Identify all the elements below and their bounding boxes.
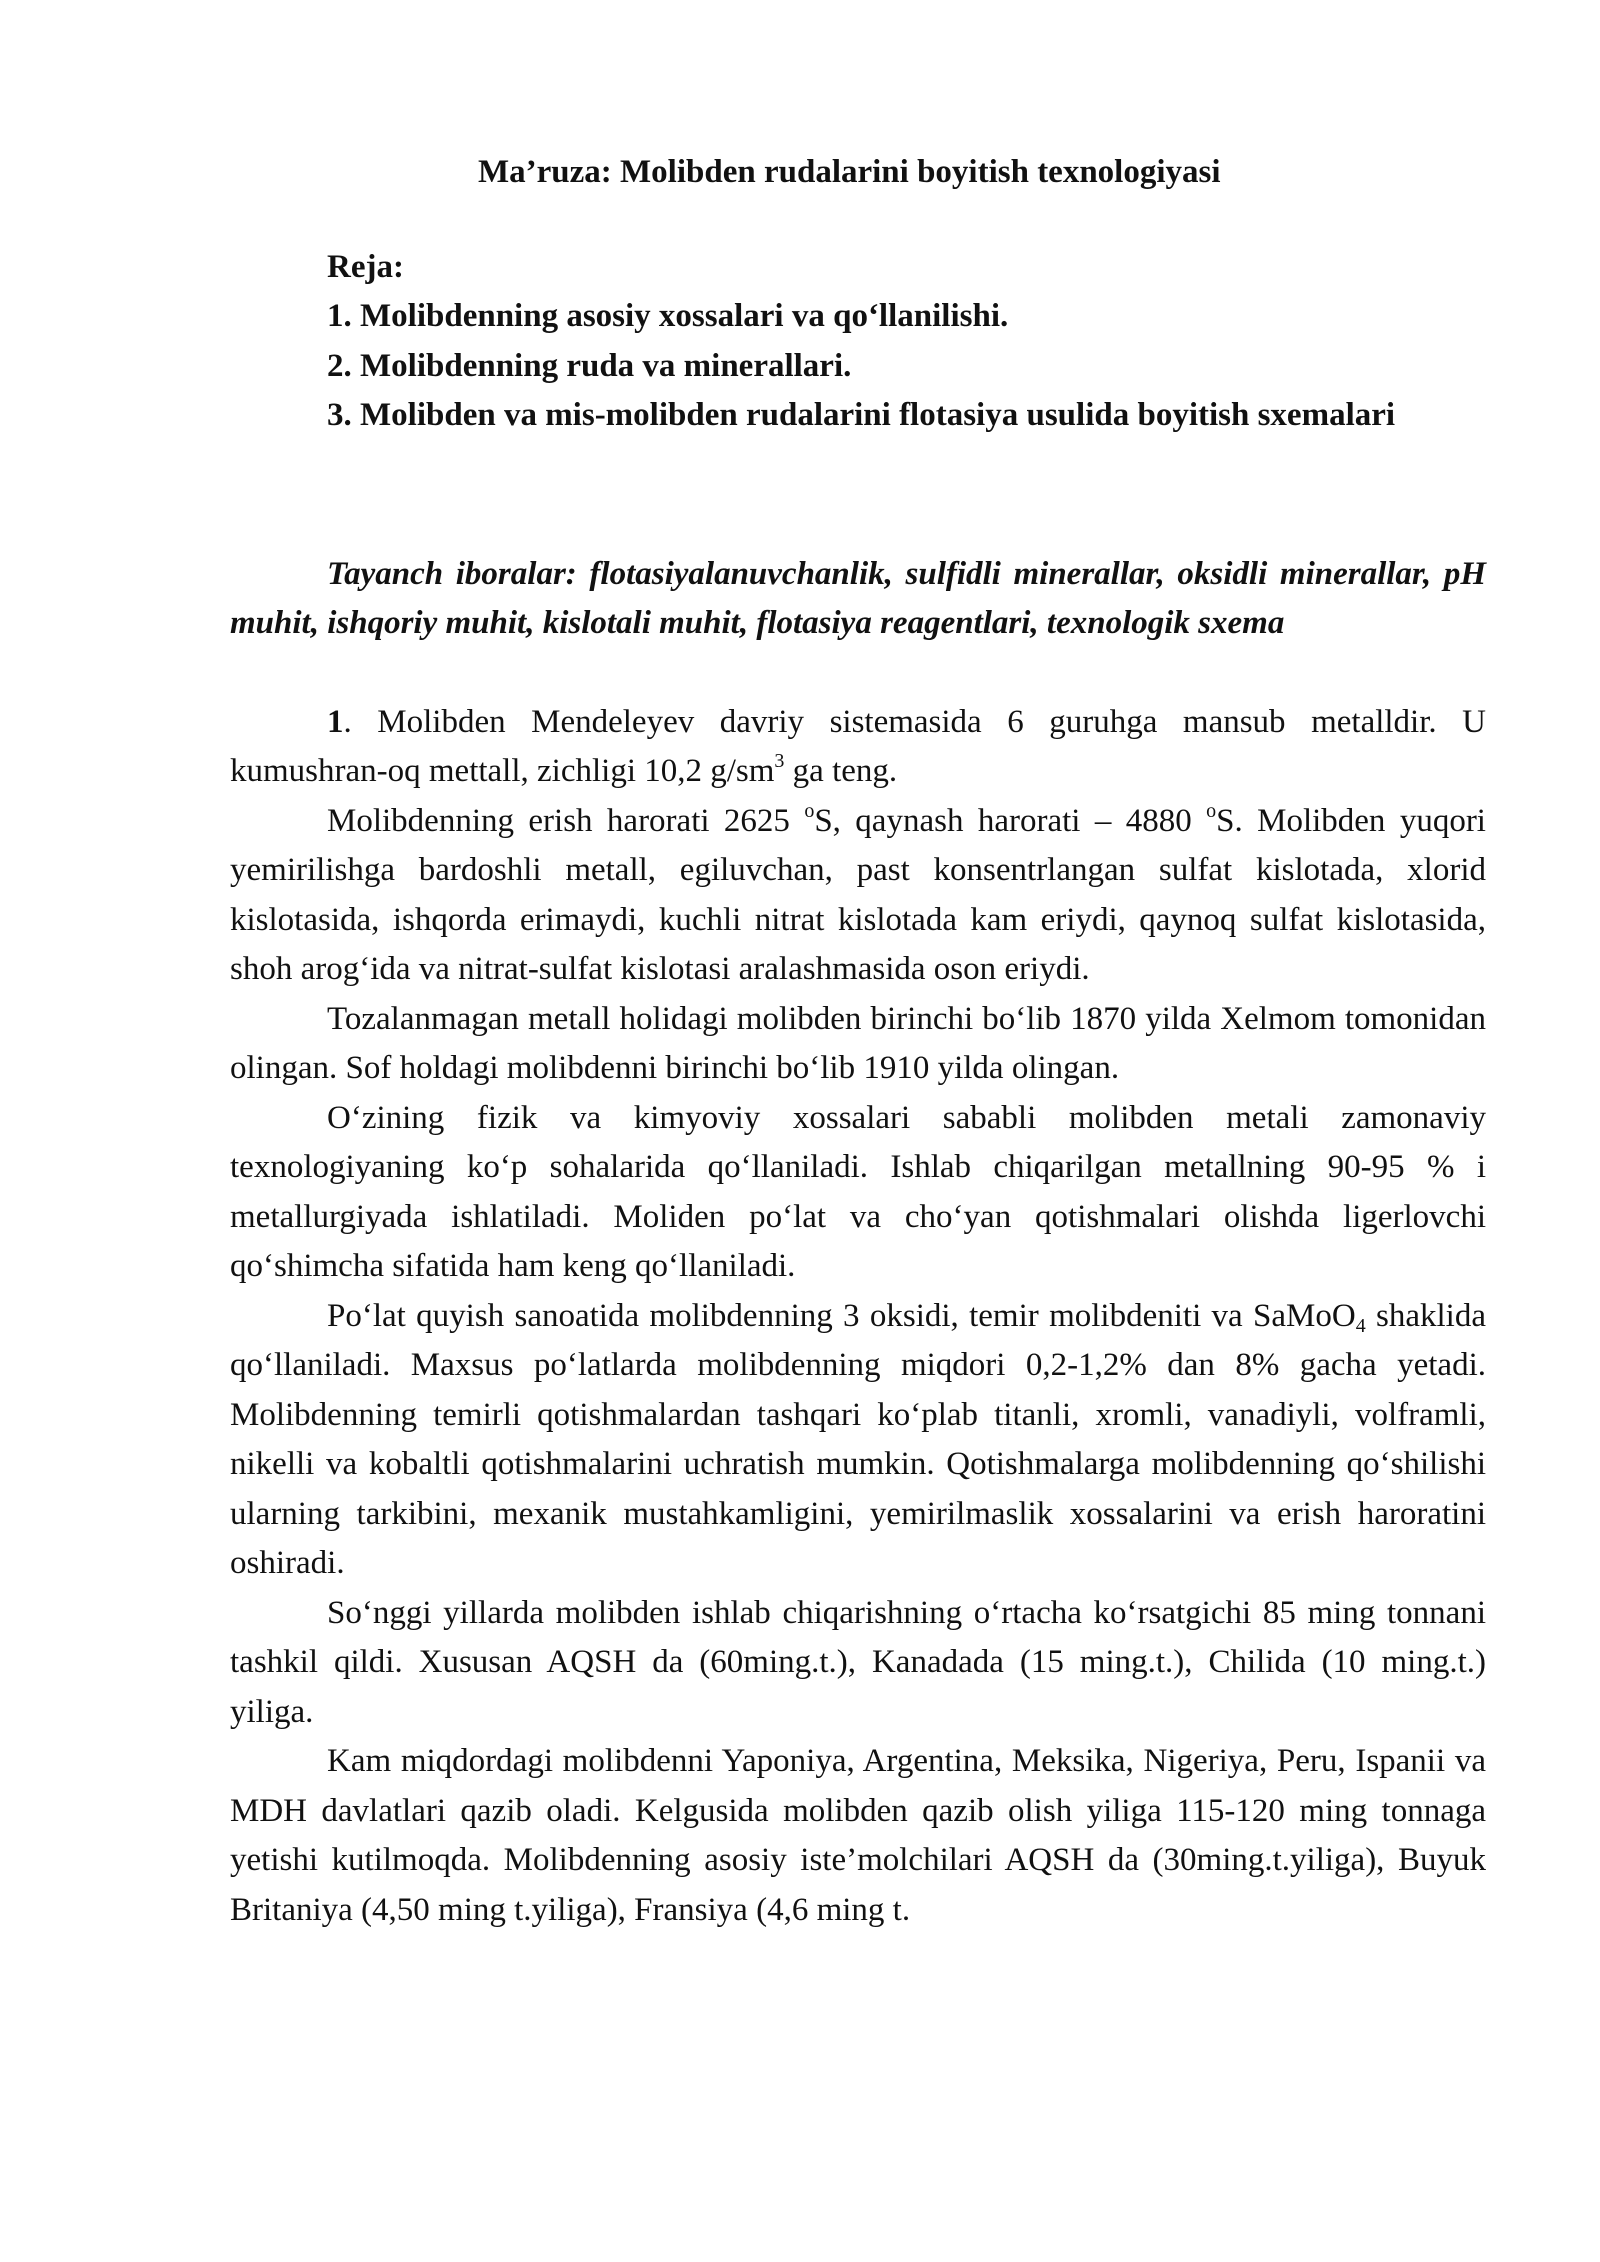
lecture-title: Ma’ruza: Molibden rudalarini boyitish texnologiyasi	[478, 154, 1221, 190]
key-phrases: Tayanch iboralar: flotasiyalanuvchanlik, sulfidli minerallar, oksidli minerallar, pH muhit, ishqoriy muhit, kislotali muhit, flotasiya reagentlari, texnologik sxema	[230, 555, 1486, 641]
document-page	[230, 148, 1486, 1935]
paragraph-2	[230, 797, 1486, 995]
degree-mark-2: o	[1206, 799, 1217, 822]
paragraph-2-part-2: S, qaynash harorati – 4880	[814, 802, 1207, 839]
plan-item-2: 2. Molibdenning ruda va minerallari.	[327, 347, 852, 384]
paragraph-2-part-3: S. Molibden yuqori yemirilishga bardoshli metall, egiluvchan, past konsentrlangan sulfat kislotada, xlorid kislotasida, ishqorda erimaydi, kuchli nitrat kislotada kam eriydi, qaynoq sulfat kislotasida, shoh arog‘ida va nitrat-sulfat kislotasi aralashmasida oson eriydi.	[230, 802, 1486, 987]
subscript-4: 4	[1355, 1314, 1366, 1337]
section-number: 1	[327, 703, 344, 740]
paragraph-1-end: ga teng.	[784, 753, 898, 789]
plan-item-3: 3. Molibden va mis-molibden rudalarini flotasiya usulida boyitish sxemalari	[327, 397, 1396, 433]
paragraph-6: So‘nggi yillarda molibden ishlab chiqarishning o‘rtacha ko‘rsatgichi 85 ming tonnani tashkil qildi. Xususan AQSH da (60ming.t.), Kanadada (15 ming.t.), Chilida (10 ming.t.) yiliga.	[230, 1594, 1486, 1730]
paragraph-3: Tozalanmagan metall holidagi molibden birinchi bo‘lib 1870 yilda Xelmom tomonidan olingan. Sof holdagi molibdenni birinchi bo‘lib 1910 yilda olingan.	[230, 1000, 1486, 1086]
plan-heading: Reja:	[327, 248, 404, 285]
plan-item-1: 1. Molibdenning asosiy xossalari va qo‘llanilishi.	[327, 298, 1009, 334]
paragraph-4: O‘zining fizik va kimyoviy xossalari sababli molibden metali zamonaviy texnologiyaning ko‘p sohalarida qo‘llaniladi. Ishlab chiqarilgan metallning 90-95 % i metallurgiyada ishlatiladi. Moliden po‘lat va cho‘yan qotishmalari olishda ligerlovchi qo‘shimcha sifatida ham keng qo‘llaniladi.	[230, 1099, 1486, 1284]
superscript-3: 3	[774, 750, 785, 772]
plan-section	[230, 243, 1486, 441]
degree-mark-1: o	[804, 799, 815, 822]
paragraph-2-part-1: Molibdenning erish harorati 2625	[327, 802, 805, 839]
paragraph-1	[230, 698, 1486, 797]
paragraph-5	[230, 1292, 1486, 1589]
paragraph-7: Kam miqdordagi molibdenni Yaponiya, Argentina, Meksika, Nigeriya, Peru, Ispanii va MDH davlatlari qazib oladi. Kelgusida molibden qazib olish yiliga 115-120 ming tonnaga yetishi kutilmoqda. Molibdenning asosiy iste’molchilari AQSH da (30ming.t.yiliga), Buyuk Britaniya (4,50 ming t.yiliga), Fransiya (4,6 ming t.	[230, 1743, 1486, 1928]
paragraph-5-part-1: Po‘lat quyish sanoatida molibdenning 3 oksidi, temir molibdeniti va SaMoO	[327, 1297, 1356, 1334]
paragraph-5-part-2: shaklida qo‘llaniladi. Maxsus po‘latlarda molibdenning miqdori 0,2-1,2% dan 8% gacha yetadi. Molibdenning temirli qotishmalardan tashqari ko‘plab titanli, xromli, vanadiyli, volframli, nikelli va kobaltli qotishmalarini uchratish mumkin. Qotishmalarga molibdenning qo‘shilishi ularning tarkibini, mexanik mustahkamligini, yemirilmaslik xossalarini va erish haroratini oshiradi.	[230, 1297, 1486, 1581]
paragraph-1-text: . Molibden Mendeleyev davriy sistemasida 6 guruhga mansub metalldir. U kumushran-oq mettall, zichligi 10,2 g/sm	[230, 703, 1486, 789]
